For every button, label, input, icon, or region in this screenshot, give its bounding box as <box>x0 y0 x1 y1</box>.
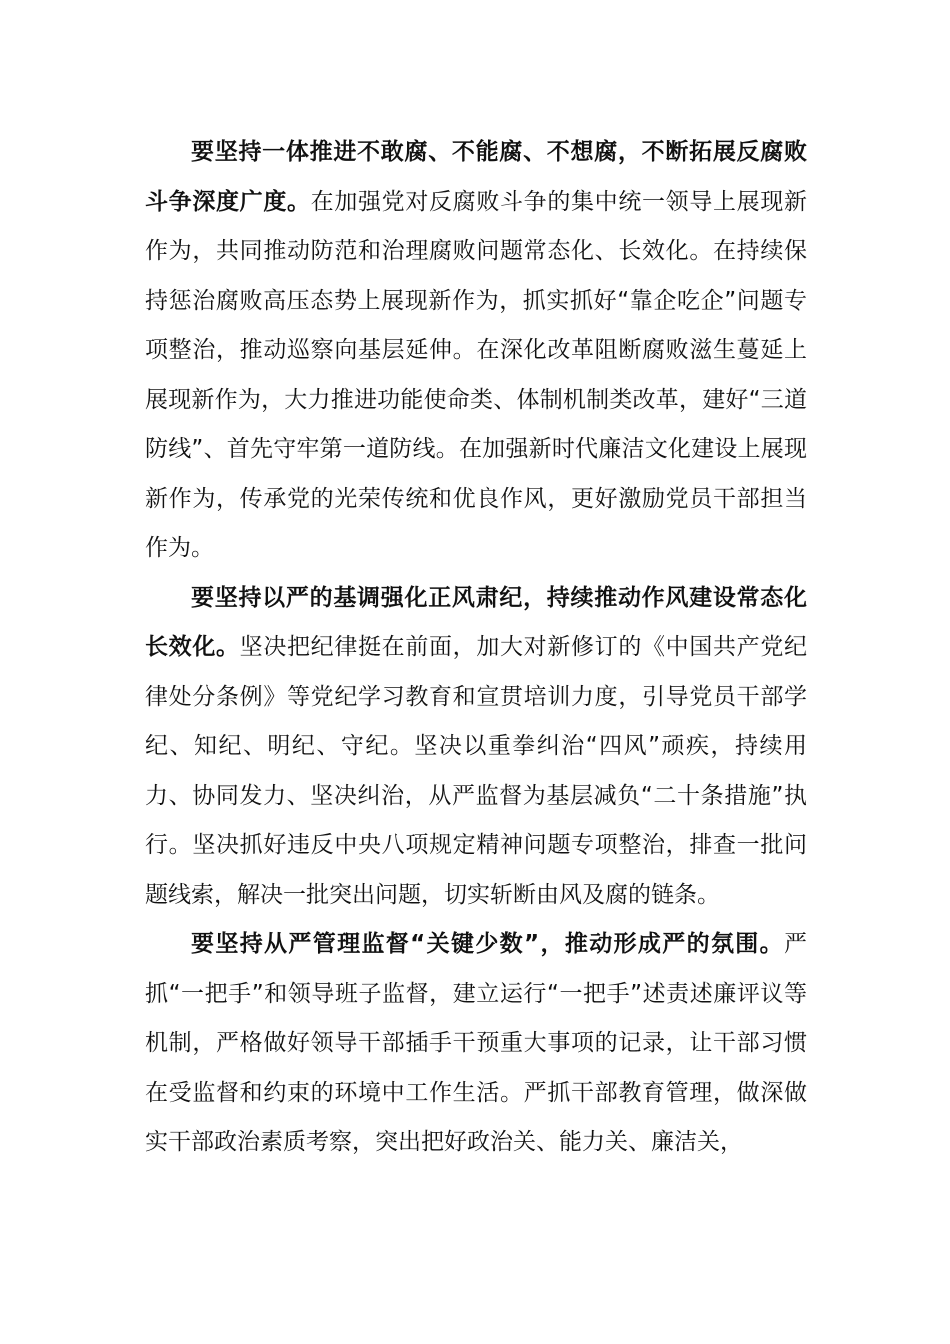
paragraph-1-lead: 要坚持一体推进不敢腐、不能腐、不想腐，不断拓展反腐败斗争深度广度。 <box>145 139 807 215</box>
paragraph-2-lead: 要坚持以严的基调强化正风肃纪，持续推动作风建设常态化长效化。 <box>145 584 807 660</box>
paragraph-1 <box>145 128 807 574</box>
document-page <box>145 128 807 1168</box>
paragraph-3-body: 严抓“一把手”和领导班子监督，建立运行“一把手”述责述廉评议等机制，严格做好领导干部插手干预重大事项的记录，让干部习惯在受监督和约束的环境中工作生活。严抓干部教育管理，做深做实干部政治素质考察，突出把好政治关、能力关、廉洁关， <box>145 931 807 1155</box>
paragraph-1-body: 在加强党对反腐败斗争的集中统一领导上展现新作为，共同推动防范和治理腐败问题常态化、长效化。在持续保持惩治腐败高压态势上展现新作为，抓实抓好“靠企吃企”问题专项整治，推动巡察向基层延伸。在深化改革阻断腐败滋生蔓延上展现新作为，大力推进功能使命类、体制机制类改革，建好“三道防线”、首先守牢第一道防线。在加强新时代廉洁文化建设上展现新作为，传承党的光荣传统和优良作风，更好激励党员干部担当作为。 <box>145 188 808 561</box>
paragraph-3-lead: 要坚持从严管理监督“关键少数”，推动形成严的氛围。 <box>191 931 784 957</box>
paragraph-3 <box>145 920 807 1168</box>
paragraph-2 <box>145 574 807 921</box>
paragraph-2-body: 坚决把纪律挺在前面，加大对新修订的《中国共产党纪律处分条例》等党纪学习教育和宣贯培训力度，引导党员干部学纪、知纪、明纪、守纪。坚决以重拳纠治“四风”顽疾，持续用力、协同发力、坚决纠治，从严监督为基层减负“二十条措施”执行。坚决抓好违反中央八项规定精神问题专项整治，排查一批问题线索，解决一批突出问题，切实斩断由风及腐的链条。 <box>145 634 808 908</box>
